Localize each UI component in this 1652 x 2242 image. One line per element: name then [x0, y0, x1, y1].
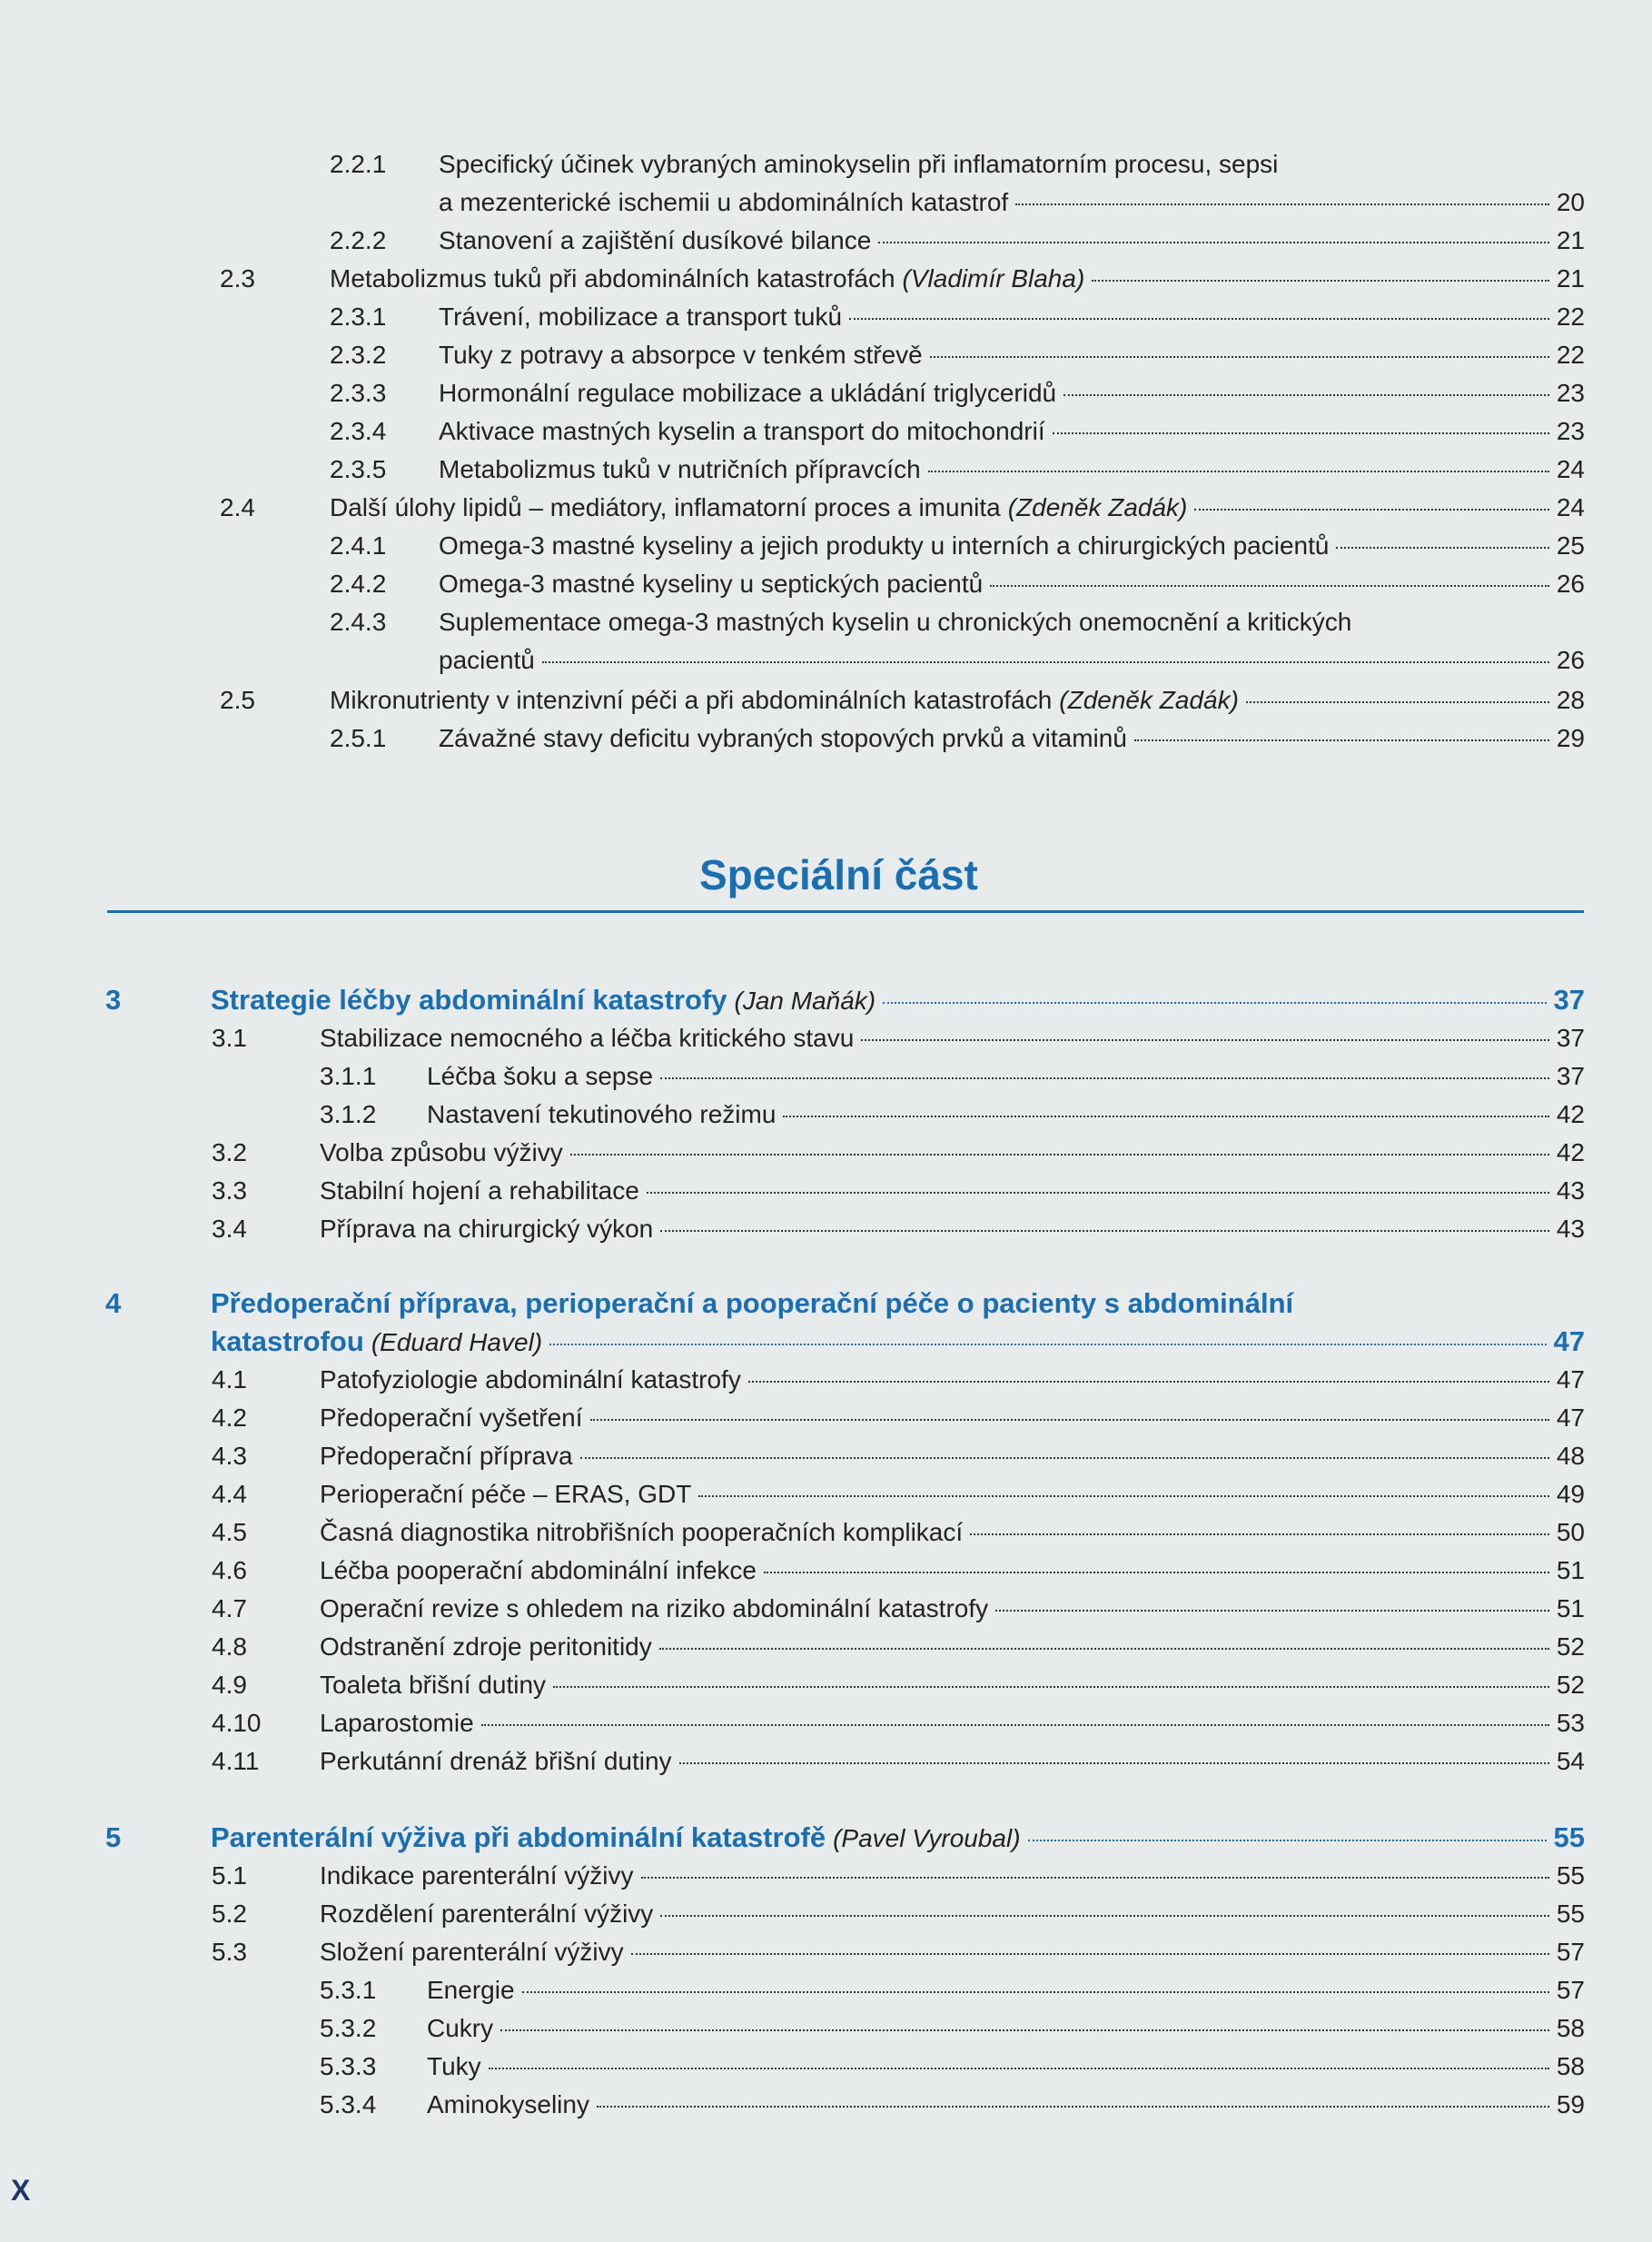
toc-entry-page: 47: [1553, 1325, 1585, 1357]
toc-entry: [0, 489, 1652, 527]
toc-entry-body: [439, 222, 1585, 260]
toc-entry: [0, 1361, 1652, 1399]
toc-entry: [0, 1057, 1652, 1096]
toc-entry-page: 48: [1556, 1442, 1585, 1470]
toc-entry-page: 51: [1556, 1556, 1585, 1584]
toc-entry-title: Další úlohy lipidů – mediátory, inflamatorní proces a imunita: [330, 493, 1001, 521]
toc-entry-number: 2.4.2: [330, 570, 387, 598]
toc-entry-number: 4.6: [212, 1556, 247, 1584]
toc-entry-number: 5.1: [212, 1861, 247, 1890]
toc-entry-page: 43: [1556, 1176, 1585, 1205]
toc-entry-body: [427, 2009, 1585, 2048]
toc-entry-number: 2.4.3: [330, 608, 387, 636]
toc-entry-number: 2.3.1: [330, 303, 387, 331]
toc-entry-number: 2.3.5: [330, 455, 387, 483]
toc-entry: [0, 374, 1652, 412]
toc-entry-title: Stanovení a zajištění dusíkové bilance: [439, 226, 872, 254]
toc-entry-body: [439, 603, 1585, 641]
toc-entry-body: [439, 719, 1585, 758]
toc-entry-author: (Pavel Vyroubal): [833, 1824, 1021, 1852]
toc-entry: [0, 1134, 1652, 1172]
toc-entry: [0, 260, 1652, 298]
dot-leader: [1134, 739, 1549, 741]
toc-entry: [0, 1704, 1652, 1742]
toc-entry-title: Energie: [427, 1976, 515, 2004]
toc-entry-number: 5.2: [212, 1900, 247, 1928]
dot-leader: [660, 1230, 1549, 1232]
dot-leader: [849, 318, 1549, 320]
toc-entry-page: 21: [1556, 264, 1585, 293]
toc-entry-number: 2.4.1: [330, 531, 387, 560]
toc-entry-title: Časná diagnostika nitrobřišních pooperačních komplikací: [320, 1518, 964, 1546]
toc-entry-title: Omega-3 mastné kyseliny u septických pacientů: [439, 570, 984, 598]
dot-leader: [764, 1572, 1549, 1573]
dot-leader: [1092, 280, 1549, 282]
toc-entry-title: Léčba pooperační abdominální infekce: [320, 1556, 757, 1584]
toc-entry-body: [427, 1096, 1585, 1134]
dot-leader: [590, 1419, 1549, 1421]
dot-leader: [553, 1686, 1549, 1688]
toc-entry-title: katastrofou: [211, 1325, 364, 1357]
toc-entry-title: Hormonální regulace mobilizace a ukládání triglyceridů: [439, 379, 1057, 407]
dot-leader: [698, 1495, 1549, 1497]
toc-entry-page: 42: [1556, 1100, 1585, 1128]
toc-entry-body: [439, 641, 1585, 680]
toc-entry-page: 49: [1556, 1480, 1585, 1508]
dot-leader: [861, 1039, 1549, 1041]
dot-leader: [990, 585, 1549, 587]
toc-entry-number: 2.2.2: [330, 226, 387, 254]
toc-entry-number: 3.2: [212, 1138, 247, 1166]
dot-leader: [1053, 432, 1549, 434]
toc-entry-page: 47: [1556, 1404, 1585, 1432]
toc-entry-title: Metabolizmus tuků v nutričních přípravcích: [439, 455, 921, 483]
toc-entry-title: Strategie léčby abdominální katastrofy: [211, 984, 727, 1016]
dot-leader: [647, 1192, 1549, 1194]
toc-entry-body: [320, 1134, 1585, 1172]
toc-chapter-entry: [0, 1323, 1652, 1361]
toc-entry-body: [320, 1019, 1585, 1057]
toc-entry-number: 2.5: [220, 686, 255, 714]
toc-entry-author: (Vladimír Blaha): [902, 264, 1085, 293]
toc-entry: [0, 527, 1652, 565]
toc-entry-page: 23: [1556, 417, 1585, 445]
toc-entry-title: Specifický účinek vybraných aminokyselin při inflamatorním procesu, sepsi: [439, 150, 1279, 178]
toc-entry-body: [439, 374, 1585, 412]
toc-entry-body: [320, 1590, 1585, 1628]
toc-entry-body: [427, 2086, 1585, 2124]
toc-entry-title: Omega-3 mastné kyseliny a jejich produkty u interních a chirurgických pacientů: [439, 531, 1330, 560]
toc-entry: [0, 1513, 1652, 1552]
dot-leader: [1063, 394, 1549, 396]
toc-entry-title: Perioperační péče – ERAS, GDT: [320, 1480, 692, 1508]
toc-entry-title: Laparostomie: [320, 1709, 474, 1737]
toc-entry-page: 59: [1556, 2090, 1585, 2118]
toc-entry-title: Rozdělení parenterální výživy: [320, 1900, 654, 1928]
toc-entry-title: Trávení, mobilizace a transport tuků: [439, 303, 843, 331]
toc-entry-title: Stabilní hojení a rehabilitace: [320, 1176, 639, 1205]
toc-entry-title: Nastavení tekutinového režimu: [427, 1100, 777, 1128]
toc-entry: [0, 412, 1652, 451]
section-divider: [107, 910, 1584, 913]
dot-leader: [522, 1991, 1549, 1993]
toc-entry-title: Metabolizmus tuků při abdominálních katastrofách: [330, 264, 895, 293]
toc-entry-number: 4.1: [212, 1365, 247, 1394]
toc-entry-page: 55: [1553, 1821, 1585, 1853]
dot-leader: [659, 1648, 1549, 1650]
toc-entry-title: Příprava na chirurgický výkon: [320, 1215, 654, 1243]
toc-entry-number: 2.3: [220, 264, 255, 293]
dot-leader: [500, 2029, 1549, 2031]
toc-entry: [0, 2009, 1652, 2048]
toc-entry: [0, 1552, 1652, 1590]
toc-entry: [0, 1628, 1652, 1666]
toc-entry-body: [320, 1172, 1585, 1210]
toc-entry-page: 57: [1556, 1976, 1585, 2004]
toc-entry-number: 4: [105, 1287, 122, 1319]
toc-entry-number: 4.5: [212, 1518, 247, 1546]
toc-entry-page: 47: [1556, 1365, 1585, 1394]
toc-entry-body: [211, 981, 1585, 1020]
toc-entry-title: Mikronutrienty v intenzivní péči a při abdominálních katastrofách: [330, 686, 1053, 714]
toc-entry-page: 25: [1556, 531, 1585, 560]
toc-entry: [0, 1210, 1652, 1248]
page-number: X: [11, 2174, 31, 2207]
toc-entry-body: [320, 1552, 1585, 1590]
toc-entry-title: Závažné stavy deficitu vybraných stopových prvků a vitaminů: [439, 724, 1127, 752]
toc-entry-body: [439, 527, 1585, 565]
toc-entry-title: Aminokyseliny: [427, 2090, 589, 2118]
toc-entry-body: [330, 260, 1585, 298]
toc-entry: [0, 1590, 1652, 1628]
toc-entry-title: Složení parenterální výživy: [320, 1938, 624, 1966]
toc-entry-title: Aktivace mastných kyselin a transport do mitochondrií: [439, 417, 1045, 445]
toc-entry: [0, 1475, 1652, 1513]
toc-entry-number: 5.3: [212, 1938, 247, 1966]
dot-leader: [641, 1877, 1549, 1879]
toc-entry-author: (Eduard Havel): [371, 1328, 543, 1356]
toc-entry-body: [211, 1323, 1585, 1362]
toc-entry: [0, 1399, 1652, 1437]
toc-entry: [0, 451, 1652, 489]
toc-entry: [0, 1096, 1652, 1134]
toc-entry-page: 22: [1556, 341, 1585, 369]
dot-leader: [570, 1154, 1549, 1156]
toc-entry-author: (Zdeněk Zadák): [1059, 686, 1239, 714]
toc-chapter-entry: [0, 1819, 1652, 1857]
toc-entry-body: [427, 1971, 1585, 2009]
toc-entry-title: Cukry: [427, 2014, 494, 2042]
toc-entry-body: [439, 145, 1585, 184]
toc-entry-number: 2.3.4: [330, 417, 387, 445]
toc-entry-number: 4.9: [212, 1671, 247, 1699]
section-heading: Speciální část: [699, 851, 978, 898]
dot-leader: [930, 356, 1549, 358]
toc-entry-title: Suplementace omega-3 mastných kyselin u chronických onemocnění a kritických: [439, 608, 1352, 636]
dot-leader: [970, 1533, 1549, 1535]
toc-entry-page: 26: [1556, 646, 1585, 674]
dot-leader: [481, 1724, 1549, 1726]
toc-entry-page: 24: [1556, 455, 1585, 483]
toc-entry-title: Tuky z potravy a absorpce v tenkém střevě: [439, 341, 923, 369]
toc-entry-number: 2.3.2: [330, 341, 387, 369]
toc-entry-page: 37: [1553, 984, 1585, 1016]
toc-entry-title: Operační revize s ohledem na riziko abdominální katastrofy: [320, 1594, 989, 1622]
toc-entry-body: [439, 184, 1585, 222]
toc-entry: [0, 719, 1652, 758]
toc-entry: [0, 2048, 1652, 2086]
toc-entry-number: 3.4: [212, 1215, 247, 1243]
toc-entry-number: 3: [105, 984, 122, 1016]
toc-entry-page: 50: [1556, 1518, 1585, 1546]
toc-entry-page: 58: [1556, 2014, 1585, 2042]
toc-entry-title: Volba způsobu výživy: [320, 1138, 563, 1166]
dot-leader: [660, 1077, 1549, 1079]
dot-leader: [489, 2068, 1549, 2069]
dot-leader: [1194, 509, 1548, 511]
toc-entry-page: 28: [1556, 686, 1585, 714]
toc-entry-page: 37: [1556, 1062, 1585, 1090]
toc-entry-page: 26: [1556, 570, 1585, 598]
toc-entry-page: 24: [1556, 493, 1585, 521]
toc-entry-body: [320, 1361, 1585, 1399]
toc-entry-page: 55: [1556, 1900, 1585, 1928]
toc-entry-number: 4.11: [212, 1747, 260, 1775]
toc-entry-page: 20: [1556, 188, 1585, 216]
dot-leader: [883, 1002, 1546, 1004]
toc-entry-body: [330, 681, 1585, 719]
toc-entry-title: Patofyziologie abdominální katastrofy: [320, 1365, 741, 1394]
dot-leader: [783, 1116, 1548, 1117]
toc-entry-number: 2.3.3: [330, 379, 387, 407]
toc-entry-body: [439, 336, 1585, 374]
toc-entry: [0, 1437, 1652, 1475]
toc-entry: [0, 681, 1652, 719]
toc-entry-body: [211, 1285, 1585, 1323]
toc-entry-number: 4.4: [212, 1480, 247, 1508]
toc-entry: [0, 1742, 1652, 1781]
toc-entry-body: [320, 1475, 1585, 1513]
toc-entry: [0, 641, 1652, 680]
toc-entry-body: [427, 2048, 1585, 2086]
toc-entry-number: 3.1.1: [320, 1062, 377, 1090]
dot-leader: [1246, 701, 1549, 703]
toc-entry-number: 2.2.1: [330, 150, 387, 178]
toc-entry: [0, 184, 1652, 222]
toc-entry-body: [320, 1628, 1585, 1666]
toc-entry-page: 42: [1556, 1138, 1585, 1166]
toc-entry-title: Toaleta břišní dutiny: [320, 1671, 547, 1699]
toc-entry-title: Předoperační vyšetření: [320, 1404, 583, 1432]
toc-entry-number: 2.5.1: [330, 724, 387, 752]
dot-leader: [748, 1381, 1549, 1383]
toc-entry-body: [320, 1399, 1585, 1437]
toc-entry-number: 3.1.2: [320, 1100, 377, 1128]
toc-entry: [0, 145, 1652, 184]
toc-entry-page: 55: [1556, 1861, 1585, 1890]
toc-entry-title: Předoperační příprava: [320, 1442, 573, 1470]
toc-entry: [0, 1857, 1652, 1895]
toc-entry-body: [211, 1819, 1585, 1858]
toc-entry-page: 52: [1556, 1671, 1585, 1699]
dot-leader: [928, 471, 1549, 472]
toc-entry-number: 4.8: [212, 1632, 247, 1661]
toc-entry-title: pacientů: [439, 646, 535, 674]
toc-entry-page: 53: [1556, 1709, 1585, 1737]
toc-entry-number: 4.3: [212, 1442, 247, 1470]
toc-entry-author: (Zdeněk Zadák): [1007, 493, 1188, 521]
toc-entry-number: 4.10: [212, 1709, 262, 1737]
toc-entry-page: 58: [1556, 2052, 1585, 2080]
toc-entry: [0, 2086, 1652, 2124]
dot-leader: [660, 1915, 1549, 1917]
toc-entry: [0, 1019, 1652, 1057]
toc-entry-page: 43: [1556, 1215, 1585, 1243]
toc-entry-title: Perkutánní drenáž břišní dutiny: [320, 1747, 672, 1775]
toc-entry: [0, 1895, 1652, 1933]
dot-leader: [542, 661, 1549, 663]
toc-entry-title: Indikace parenterální výživy: [320, 1861, 634, 1890]
toc-entry: [0, 1172, 1652, 1210]
toc-entry-page: 54: [1556, 1747, 1585, 1775]
toc-entry: [0, 336, 1652, 374]
toc-entry-title: a mezenterické ischemii u abdominálních katastrof: [439, 188, 1009, 216]
toc-entry-number: 3.3: [212, 1176, 247, 1205]
toc-entry-page: 21: [1556, 226, 1585, 254]
toc-chapter-entry: [0, 1285, 1652, 1323]
toc-entry-body: [330, 489, 1585, 527]
toc-entry-body: [320, 1704, 1585, 1742]
toc-entry-body: [427, 1057, 1585, 1096]
toc-entry: [0, 298, 1652, 336]
toc-entry-page: 22: [1556, 303, 1585, 331]
toc-entry-title: Stabilizace nemocného a léčba kritického stavu: [320, 1024, 855, 1052]
toc-entry-body: [439, 451, 1585, 489]
toc-entry-number: 2.4: [220, 493, 255, 521]
toc-entry-body: [320, 1742, 1585, 1781]
toc-entry-page: 51: [1556, 1594, 1585, 1622]
toc-entry-body: [320, 1666, 1585, 1704]
toc-chapter-entry: [0, 981, 1652, 1019]
toc-entry: [0, 1971, 1652, 2009]
toc-entry-page: 37: [1556, 1024, 1585, 1052]
toc-entry-number: 5.3.1: [320, 1976, 377, 2004]
toc-entry: [0, 565, 1652, 603]
toc-entry: [0, 603, 1652, 641]
toc-entry: [0, 1933, 1652, 1971]
toc-entry-number: 3.1: [212, 1024, 247, 1052]
toc-entry-number: 5.3.3: [320, 2052, 377, 2080]
toc-entry-title: Léčba šoku a sepse: [427, 1062, 654, 1090]
toc-entry-page: 52: [1556, 1632, 1585, 1661]
toc-entry: [0, 222, 1652, 260]
dot-leader: [995, 1610, 1549, 1612]
dot-leader: [597, 2106, 1549, 2108]
dot-leader: [679, 1762, 1549, 1764]
toc-entry-body: [439, 565, 1585, 603]
toc-entry-number: 4.7: [212, 1594, 247, 1622]
toc-entry-title: Předoperační příprava, perioperační a pooperační péče o pacienty s abdominální: [211, 1287, 1294, 1319]
toc-entry-body: [320, 1210, 1585, 1248]
toc-entry-number: 4.2: [212, 1404, 247, 1432]
dot-leader: [580, 1457, 1549, 1459]
toc-entry: [0, 1666, 1652, 1704]
toc-entry-body: [320, 1857, 1585, 1895]
toc-entry-body: [320, 1895, 1585, 1933]
dot-leader: [1336, 547, 1548, 549]
toc-entry-body: [439, 298, 1585, 336]
toc-entry-page: 23: [1556, 379, 1585, 407]
dot-leader: [1015, 203, 1549, 205]
toc-entry-page: 57: [1556, 1938, 1585, 1966]
toc-entry-author: (Jan Maňák): [734, 987, 876, 1015]
toc-entry-number: 5: [105, 1821, 122, 1853]
toc-entry-number: 5.3.4: [320, 2090, 377, 2118]
toc-entry-number: 5.3.2: [320, 2014, 377, 2042]
dot-leader: [1028, 1840, 1547, 1841]
toc-entry-body: [320, 1933, 1585, 1971]
dot-leader: [631, 1953, 1549, 1955]
toc-entry-title: Parenterální výživa při abdominální katastrofě: [211, 1821, 826, 1853]
toc-entry-body: [320, 1437, 1585, 1475]
dot-leader: [878, 242, 1549, 243]
toc-entry-body: [320, 1513, 1585, 1552]
toc-entry-body: [439, 412, 1585, 451]
toc-entry-title: Tuky: [427, 2052, 481, 2080]
dot-leader: [549, 1344, 1546, 1345]
toc-entry-page: 29: [1556, 724, 1585, 752]
toc-entry-title: Odstranění zdroje peritonitidy: [320, 1632, 652, 1661]
